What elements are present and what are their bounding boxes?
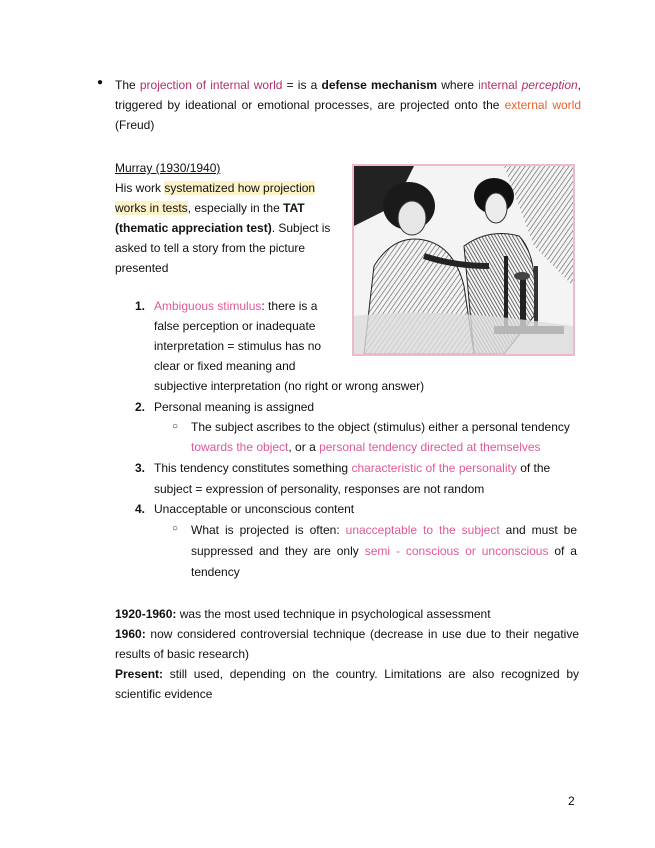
- list-item-1-line-2: false perception or inadequate: [154, 319, 316, 333]
- timeline-present: Present: still used, depending on the country. Limitations are also recognized by scientific evidence: [115, 667, 579, 701]
- murray-line-1: His work systematized how projection: [115, 181, 316, 195]
- list-item-3-line-1: This tendency constitutes something characteristic of the personality of the: [154, 461, 551, 475]
- timeline-1960: 1960: now considered controversial technique (decrease in use due to their negative results of basic research): [115, 627, 579, 661]
- list-number: 3.: [135, 461, 146, 475]
- list-item-4-sub-paragraph: What is projected is often: unacceptable to the subject and must be suppressed and they are only semi - conscious or unconscious of a tendency: [191, 523, 578, 579]
- circle-bullet-icon: ○: [172, 523, 179, 534]
- list-item-2-sub-line-2: towards the object, or a personal tendency directed at themselves: [191, 440, 541, 454]
- circle-bullet-icon: ○: [172, 421, 179, 432]
- list-item-2-line-1: Personal meaning is assigned: [154, 400, 315, 414]
- intro-paragraph: The projection of internal world = is a defense mechanism where internal perception, triggered by ideational or emotional processes, are projected onto the external world (Freud): [115, 78, 582, 132]
- list-item-1-line-1: Ambiguous stimulus: there is a: [154, 299, 318, 313]
- list-item-4-line-1: Unacceptable or unconscious content: [154, 502, 355, 516]
- murray-heading: Murray (1930/1940): [115, 161, 221, 175]
- murray-line-5: presented: [115, 261, 169, 275]
- list-number: 1.: [135, 299, 146, 313]
- list-item-1-line-4: clear or fixed meaning and: [154, 359, 296, 373]
- numbered-list: [135, 299, 585, 584]
- timeline-1920: 1920-1960: was the most used technique in psychological assessment: [115, 607, 491, 621]
- list-item-1-line-5: subjective interpretation (no right or wrong answer): [154, 379, 425, 393]
- list-number: 4.: [135, 502, 146, 516]
- list-number: 2.: [135, 400, 146, 414]
- term-external-world: external world: [504, 98, 581, 112]
- term-defense-mechanism: defense mechanism: [321, 78, 438, 92]
- murray-line-3: (thematic appreciation test). Subject is: [115, 221, 331, 235]
- list-item-1-line-3: interpretation = stimulus has no: [154, 339, 322, 353]
- murray-line-2: works in tests, especially in the TAT: [115, 201, 305, 215]
- list-item-2-sub-line-1: The subject ascribes to the object (stimulus) either a personal tendency: [191, 420, 570, 434]
- murray-line-4: asked to tell a story from the picture: [115, 241, 306, 255]
- page-number: 2: [568, 794, 575, 808]
- term-projection: projection of internal world: [139, 78, 283, 92]
- term-perception: perception: [521, 78, 578, 92]
- bullet-dot-icon: ●: [97, 77, 104, 88]
- list-item-3-line-2: subject = expression of personality, responses are not random: [154, 482, 485, 496]
